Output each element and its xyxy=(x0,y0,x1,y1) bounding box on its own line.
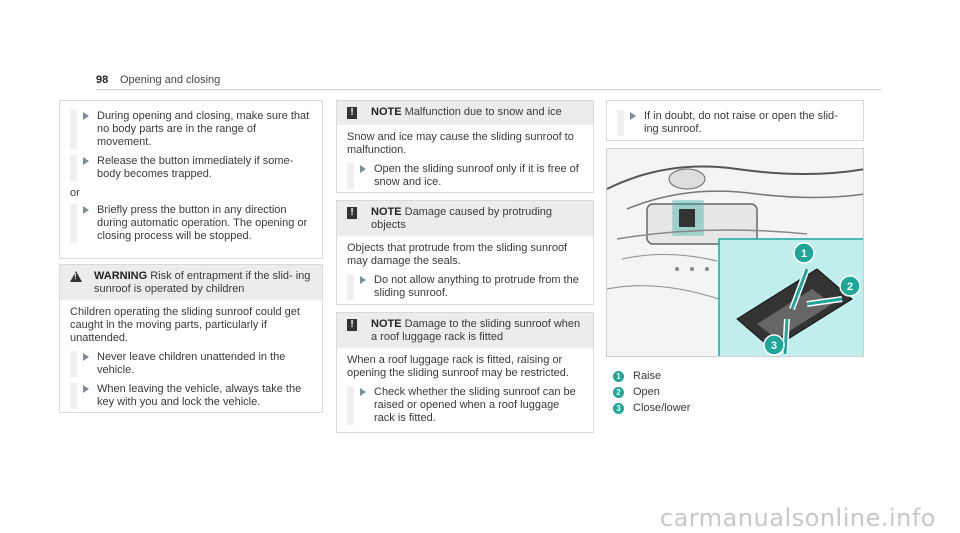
or-label: or xyxy=(70,187,80,199)
arrow-right-icon xyxy=(360,165,366,173)
note-header: ! NOTE Damage caused by protruding objects xyxy=(337,201,593,236)
note-box-snow: ! NOTE Malfunction due to snow and ice Snow and ice may cause the sliding sunroof to malfunction. Open the sliding sunroof only if it is free of snow and ice. xyxy=(336,100,594,193)
steps-box-1 xyxy=(59,100,323,259)
arrow-right-icon xyxy=(83,385,89,393)
legend-label: Raise xyxy=(633,370,662,382)
arrow-right-icon xyxy=(360,276,366,284)
list-item: Check whether the sliding sunroof can be raised or opened when a roof luggage rack is fitted. xyxy=(347,386,583,425)
list-item: Open the sliding sunroof only if it is free of snow and ice. xyxy=(347,163,583,189)
arrow-right-icon xyxy=(630,112,636,120)
list-item: Do not allow anything to protrude from the sliding sunroof. xyxy=(347,274,583,300)
sunroof-switch-figure xyxy=(606,148,864,357)
callout-1 xyxy=(794,243,814,263)
list-item: Release the button immediately if some- body becomes trapped. xyxy=(70,155,312,181)
list-item: If in doubt, do not raise or open the slid- ing sunroof. xyxy=(617,110,853,136)
note-header: ! NOTE Malfunction due to snow and ice xyxy=(337,101,593,125)
svg-text:2: 2 xyxy=(846,281,854,293)
note-exclamation-icon: ! xyxy=(347,107,357,119)
list-item: Briefly press the button in any direction during automatic operation. The opening or closing process will be stopped. xyxy=(70,204,312,243)
note-box-objects: ! NOTE Damage caused by protruding objects Objects that protrude from the sliding sunroof may damage the seals. Do not allow anything to protrude from the sliding sunroof. xyxy=(336,200,594,305)
note-exclamation-icon: ! xyxy=(347,319,357,331)
legend-number-badge: 1 xyxy=(613,371,624,382)
note-exclamation-icon: ! xyxy=(347,207,357,219)
warning-title: Risk of entrapment if the slid- ing sunroof is operated by children xyxy=(94,270,311,295)
list-item: During opening and closing, make sure that no body parts are in the range of movement. xyxy=(70,110,312,149)
legend-number-badge: 2 xyxy=(613,387,624,398)
warning-keyword: WARNING xyxy=(94,270,148,282)
section-title: Opening and closing xyxy=(120,74,221,86)
arrow-right-icon xyxy=(360,388,366,396)
legend-label: Close/lower xyxy=(633,402,691,414)
warning-body: Children operating the sliding sunroof could get caught in the moving parts, particularly if unattended. xyxy=(70,306,300,344)
callout-3 xyxy=(764,335,784,355)
legend-label: Open xyxy=(633,386,660,398)
note-header: ! NOTE Damage to the sliding sunroof when a roof luggage rack is fitted xyxy=(337,313,593,348)
page-number: 98 xyxy=(96,74,109,86)
legend-number-badge: 3 xyxy=(613,403,624,414)
warning-header xyxy=(60,265,322,300)
arrow-right-icon xyxy=(83,112,89,120)
figure-legend xyxy=(613,370,690,418)
callout-2 xyxy=(840,276,860,296)
legend-item xyxy=(613,402,690,418)
warning-triangle-icon xyxy=(70,271,82,282)
svg-text:1: 1 xyxy=(800,248,808,260)
arrow-right-icon xyxy=(83,353,89,361)
arrow-right-icon xyxy=(83,157,89,165)
svg-text:3: 3 xyxy=(770,340,778,352)
overhead-control-panel-illustration xyxy=(607,149,864,357)
legend-item xyxy=(613,386,690,402)
watermark: carmanualsonline.info xyxy=(659,504,936,532)
note-box-luggage-rack: ! NOTE Damage to the sliding sunroof when a roof luggage rack is fitted When a roof luggage rack is fitted, raising or opening the sliding sunroof may be restricted. Check whether the sliding sunroof can be raised or opened when a roof luggage rack is fitted. xyxy=(336,312,594,433)
page-header xyxy=(96,72,881,90)
list-item: When leaving the vehicle, always take the key with you and lock the vehicle. xyxy=(70,383,312,409)
steps-box-3 xyxy=(606,100,864,141)
warning-box xyxy=(59,264,323,413)
legend-item xyxy=(613,370,690,386)
list-item: Never leave children unattended in the vehicle. xyxy=(70,351,312,377)
arrow-right-icon xyxy=(83,206,89,214)
